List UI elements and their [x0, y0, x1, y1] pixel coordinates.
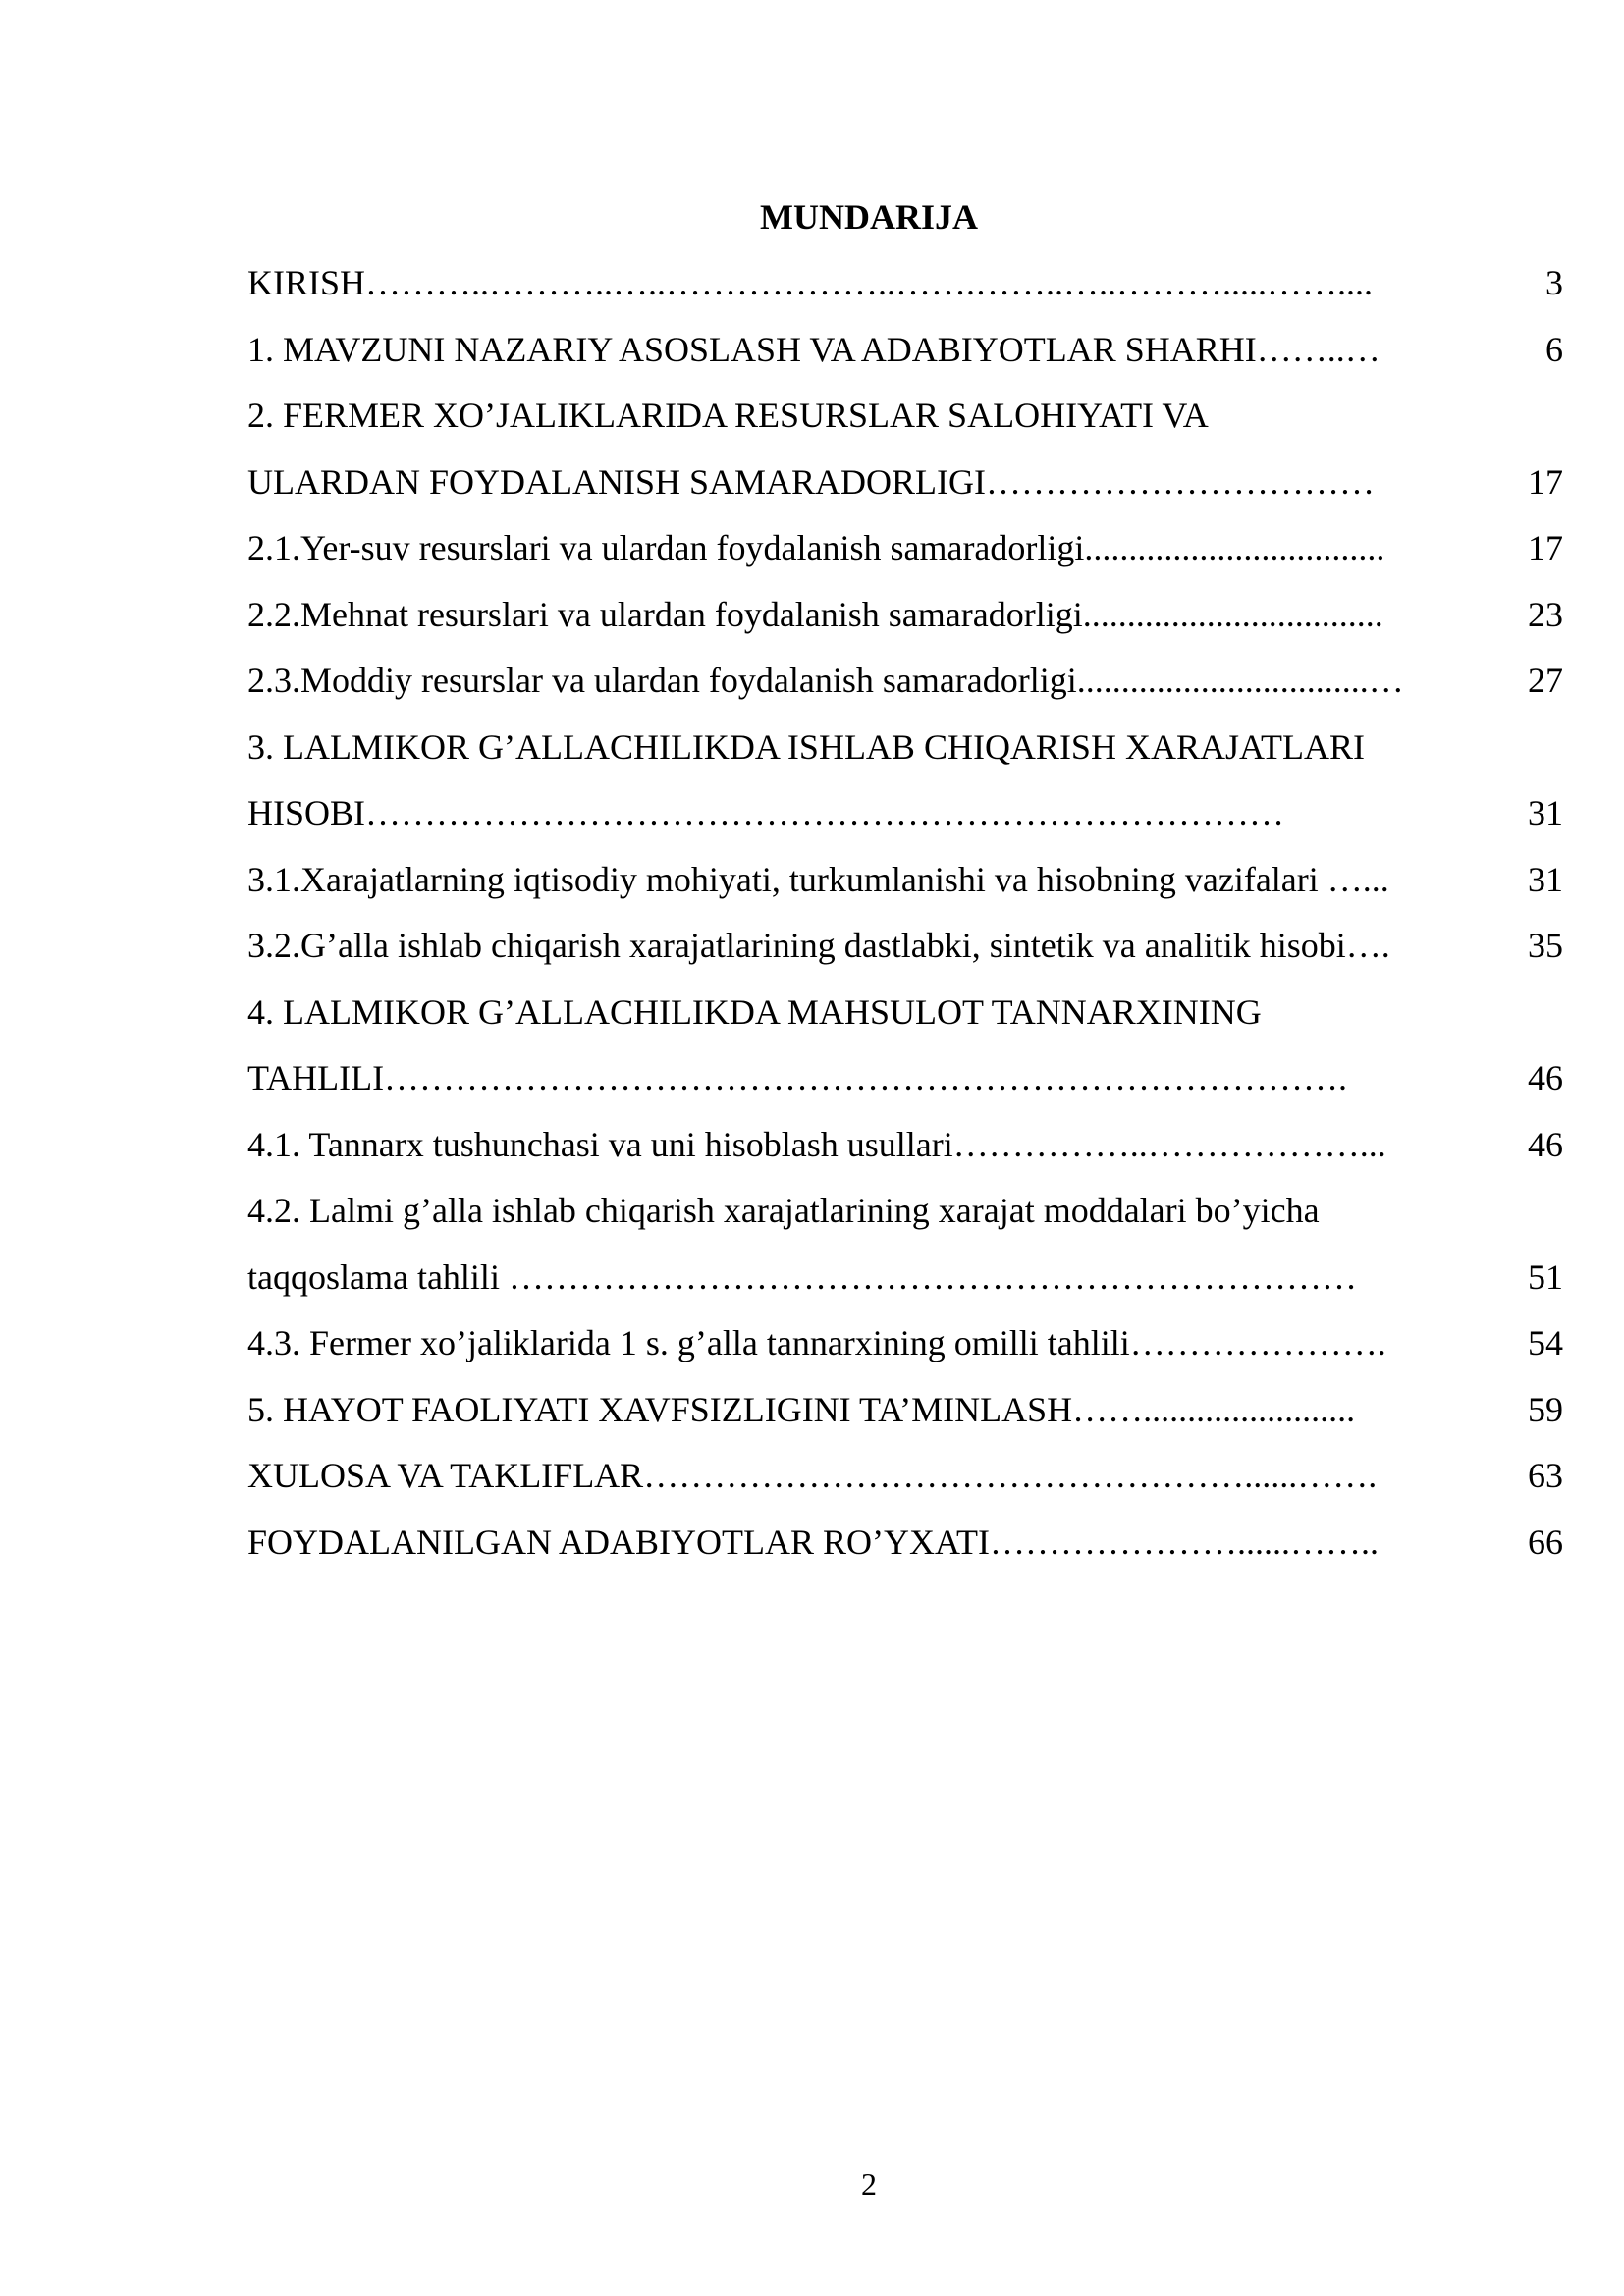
toc-entry-references	[247, 1517, 1563, 1583]
toc-entry-text: 4. LALMIKOR G’ALLACHILIKDA MAHSULOT TANNARXINING	[247, 991, 1262, 1032]
toc-entry-page: 63	[1528, 1456, 1563, 1495]
toc-entry-text: 2.3.Moddiy resurslar va ulardan foydalanish samaradorligi.................................…	[247, 661, 1404, 700]
toc-entry-section-4-1	[247, 1119, 1563, 1186]
toc-entry-text: TAHLILI……………………………………………………………………….	[247, 1058, 1348, 1097]
toc-entry-chapter-3-continued	[247, 787, 1563, 854]
toc-entry-text: 2.2.Mehnat resurslari va ulardan foydalanish samaradorligi..................................	[247, 594, 1383, 634]
toc-entry-text: 3. LALMIKOR G’ALLACHILIKDA ISHLAB CHIQARISH XARAJATLARI	[247, 726, 1365, 767]
toc-entry-page: 59	[1528, 1389, 1563, 1429]
toc-entry-page: 17	[1528, 461, 1563, 502]
toc-entry-text: 2. FERMER XO’JALIKLARIDA RESURSLAR SALOHIYATI VA	[247, 396, 1209, 435]
toc-entry-text: 3.2.G’alla ishlab chiqarish xarajatlarining dastlabki, sintetik va analitik hisobi….	[247, 926, 1390, 965]
toc-entry-page: 66	[1528, 1522, 1563, 1562]
toc-entry-section-2-1	[247, 522, 1563, 589]
toc-entry-chapter-3	[247, 721, 1563, 788]
table-of-contents	[247, 257, 1563, 1582]
toc-entry-page: 46	[1528, 1058, 1563, 1097]
toc-entry-conclusions	[247, 1450, 1563, 1517]
toc-entry-page: 54	[1528, 1323, 1563, 1362]
toc-entry-page: 27	[1528, 661, 1563, 700]
toc-entry-section-3-2	[247, 920, 1563, 987]
toc-entry-chapter-2	[247, 390, 1563, 456]
toc-entry-text: 4.1. Tannarx tushunchasi va uni hisoblash usullari……………..………………...	[247, 1124, 1386, 1164]
toc-entry-page: 3	[1545, 263, 1563, 302]
toc-entry-text: 2.1.Yer-suv resurslari va ulardan foydalanish samaradorligi..................................	[247, 528, 1385, 567]
toc-entry-chapter-5	[247, 1384, 1563, 1451]
toc-entry-chapter-2-continued	[247, 456, 1563, 523]
toc-entry-section-4-2-continued	[247, 1252, 1563, 1318]
page-number: 2	[861, 2166, 877, 2202]
toc-entry-kirish	[247, 257, 1563, 324]
toc-title: MUNDARIJA	[760, 197, 978, 237]
toc-entry-text: 3.1.Xarajatlarning iqtisodiy mohiyati, turkumlanishi va hisobning vazifalari …...	[247, 859, 1389, 899]
toc-entry-chapter-4	[247, 987, 1563, 1053]
toc-entry-page: 51	[1528, 1256, 1563, 1297]
toc-entry-text: taqqoslama tahlili ………………………………………………………………	[247, 1256, 1357, 1297]
toc-entry-text: HISOBI……………………………………………………………………	[247, 793, 1285, 832]
toc-entry-text: FOYDALANILGAN ADABIYOTLAR RO’YXATI…………………......……..	[247, 1522, 1379, 1562]
toc-entry-page: 23	[1528, 594, 1563, 634]
toc-entry-chapter-1	[247, 324, 1563, 391]
toc-entry-page: 31	[1528, 793, 1563, 832]
toc-entry-section-2-3	[247, 655, 1563, 721]
toc-entry-chapter-4-continued	[247, 1052, 1563, 1119]
toc-entry-page: 31	[1528, 859, 1563, 899]
toc-entry-section-2-2	[247, 589, 1563, 656]
toc-entry-page: 35	[1528, 926, 1563, 965]
toc-entry-text: KIRISH………..………..…..………………..…….……..…..……….....……....	[247, 263, 1374, 302]
toc-entry-text: ULARDAN FOYDALANISH SAMARADORLIGI……………………………	[247, 461, 1376, 502]
toc-entry-text: 4.3. Fermer xo’jaliklarida 1 s. g’alla tannarxining omilli tahlili………………….	[247, 1323, 1386, 1362]
toc-entry-text: 5. HAYOT FAOLIYATI XAVFSIZLIGINI TA’MINLASH……........................	[247, 1389, 1356, 1429]
toc-entry-section-4-3	[247, 1317, 1563, 1384]
toc-entry-text: 1. MAVZUNI NAZARIY ASOSLASH VA ADABIYOTLAR SHARHI……..…	[247, 329, 1380, 369]
toc-entry-text: 4.2. Lalmi g’alla ishlab chiqarish xarajatlarining xarajat moddalari bo’yicha	[247, 1191, 1320, 1230]
toc-entry-text: XULOSA VA TAKLIFLAR……………………………………………......…….	[247, 1456, 1378, 1495]
toc-entry-section-4-2	[247, 1185, 1563, 1252]
toc-entry-page: 6	[1545, 329, 1563, 369]
toc-entry-section-3-1	[247, 854, 1563, 921]
toc-entry-page: 46	[1528, 1124, 1563, 1164]
toc-entry-page: 17	[1528, 528, 1563, 567]
